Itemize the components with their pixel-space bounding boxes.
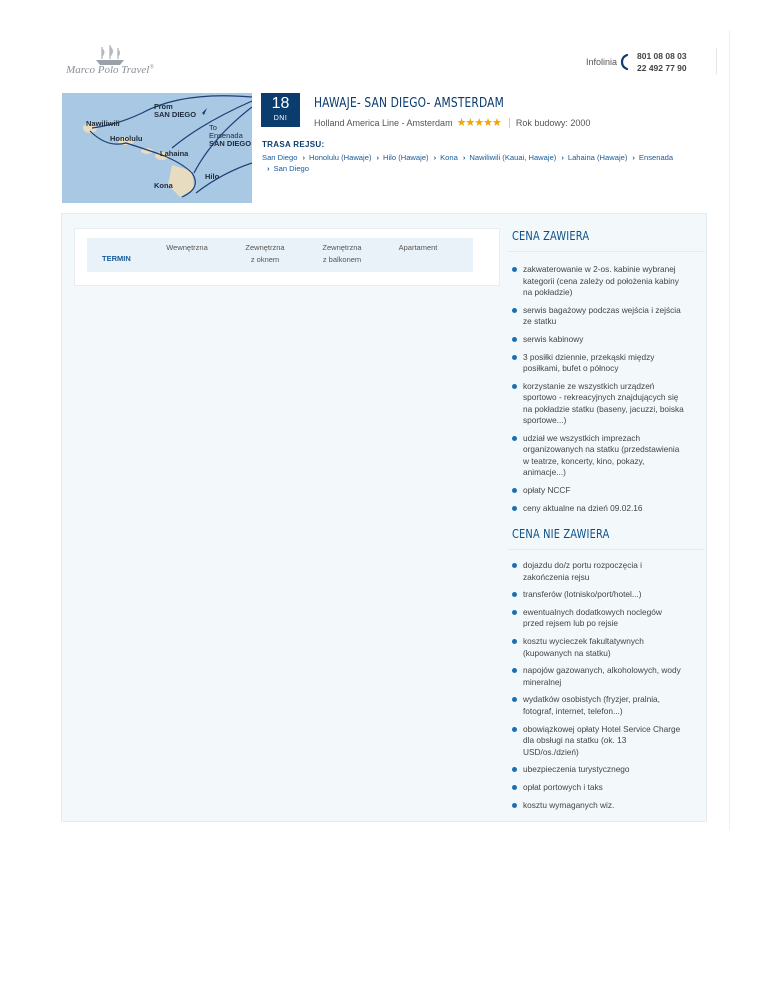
route-port: Nawiliwili (Kauai, Hawaje)	[469, 153, 557, 162]
map-label-honolulu: Honolulu	[110, 134, 143, 143]
star-rating-icon: ★★★★★	[456, 117, 501, 129]
days-count: 18	[271, 95, 290, 112]
chevron-right-icon: ›	[433, 153, 437, 162]
excludes-title: CENA NIE ZAWIERA	[512, 527, 610, 541]
list-item: transferów (lotnisko/port/hotel...)	[512, 589, 684, 601]
route-map[interactable]	[62, 93, 252, 203]
termin-header[interactable]: TERMIN	[102, 254, 131, 263]
list-item: ceny aktualne na dzień 09.02.16	[512, 503, 684, 515]
map-label-hilo: Hilo	[205, 172, 220, 181]
map-label-from: From SAN DIEGO	[154, 102, 197, 119]
bullet-icon	[512, 563, 517, 568]
infolinia-label: Infolinia	[586, 57, 618, 67]
page-edge-rule	[729, 30, 730, 830]
chevron-right-icon: ›	[561, 153, 564, 162]
subtitle-divider	[509, 118, 510, 128]
brand-name: Marco Polo Travel®	[66, 64, 154, 76]
header-divider	[716, 48, 717, 74]
days-badge	[261, 93, 300, 127]
route-port: San Diego	[262, 153, 298, 162]
cruise-line: Holland America Line - Amsterdam	[314, 117, 453, 128]
map-label-to: To Ensenada SAN DIEGO	[209, 123, 252, 148]
route-port: Kona	[440, 153, 458, 162]
chevron-right-icon: ›	[462, 153, 466, 162]
excludes-list	[512, 560, 684, 817]
list-item: obowiązkowej opłaty Hotel Service Charge dla obsługi na statku (ok. 13 USD/os./dzień)	[512, 724, 684, 759]
list-item: 3 posiłki dziennie, przekąski między posiłkami, bufet o północy	[512, 352, 684, 375]
list-item: kosztu wymaganych wiz.	[512, 800, 684, 812]
map-label-kona: Kona	[154, 181, 173, 190]
cabin-column-inside: Wewnętrzna	[166, 243, 208, 252]
bullet-icon	[512, 384, 517, 389]
bullet-icon	[512, 355, 517, 360]
list-item: kosztu wycieczek fakultatywnych (kupowanych na statku)	[512, 636, 684, 659]
list-item: dojazdu do/z portu rozpoczęcia i zakończenia rejsu	[512, 560, 684, 583]
bullet-icon	[512, 488, 517, 493]
chevron-right-icon: ›	[376, 153, 379, 162]
chevron-right-icon: ›	[632, 153, 635, 162]
bullet-icon	[512, 785, 517, 790]
bullet-icon	[512, 767, 517, 772]
bullet-icon	[512, 267, 517, 272]
phone-icon	[620, 54, 630, 70]
bullet-icon	[512, 592, 517, 597]
route-port: San Diego	[273, 164, 309, 173]
list-item: wydatków osobistych (fryzjer, pralnia, fotograf, internet, telefon...)	[512, 694, 684, 717]
ship-logo-icon	[90, 44, 130, 66]
phone-number-1[interactable]: 801 08 08 03	[637, 51, 687, 61]
days-label: DNI	[273, 115, 288, 122]
map-label-lahaina: Lahaina	[160, 149, 189, 158]
list-item: zakwaterowanie w 2-os. kabinie wybranej kategorii (cena zależy od położenia kabiny na pokładzie)	[512, 264, 684, 299]
bullet-icon	[512, 610, 517, 615]
cabin-column-suite: Apartament	[398, 243, 438, 252]
list-item: serwis bagażowy podczas wejścia i zejścia ze statku	[512, 305, 684, 328]
chevron-right-icon: ›	[302, 153, 305, 162]
list-item: korzystanie ze wszystkich urządzeń sportowo - rekreacyjnych znajdujących się na pokładzie statku (baseny, jacuzzi, boiska sportowe...)	[512, 381, 684, 427]
route-title: TRASA REJSU:	[262, 140, 325, 149]
bullet-icon	[512, 639, 517, 644]
bullet-icon	[512, 668, 517, 673]
bullet-icon	[512, 436, 517, 441]
excludes-rule	[508, 549, 705, 550]
route-port: Lahaina (Hawaje)	[567, 153, 628, 162]
phone-number-2[interactable]: 22 492 77 90	[637, 63, 687, 73]
price-table-header	[87, 238, 473, 272]
phone-numbers	[637, 50, 687, 74]
route-port: Ensenada	[638, 153, 674, 162]
bullet-icon	[512, 506, 517, 511]
bullet-icon	[512, 803, 517, 808]
cabin-column-balcony: Zewnętrzna z balkonem	[322, 243, 362, 264]
route-port: Honolulu (Hawaje)	[309, 153, 372, 162]
route-port: Hilo (Hawaje)	[383, 153, 429, 162]
list-item: opłat portowych i taks	[512, 782, 684, 794]
list-item: ubezpieczenia turystycznego	[512, 764, 684, 776]
list-item: serwis kabinowy	[512, 334, 684, 346]
list-item: opłaty NCCF	[512, 485, 684, 497]
bullet-icon	[512, 337, 517, 342]
bullet-icon	[512, 727, 517, 732]
route-list	[262, 152, 712, 174]
bullet-icon	[512, 308, 517, 313]
cabin-column-window: Zewnętrzna z oknem	[245, 243, 285, 264]
includes-rule	[508, 251, 705, 252]
includes-title: CENA ZAWIERA	[512, 229, 590, 243]
map-label-nawiliwili: Nawiliwili	[86, 119, 120, 128]
chevron-right-icon: ›	[267, 164, 270, 173]
build-year: Rok budowy: 2000	[515, 117, 591, 128]
list-item: udział we wszystkich imprezach organizowanych na statku (przedstawienia w teatrze, koncerty, kino, pokazy, animacje...)	[512, 433, 684, 479]
list-item: ewentualnych dodatkowych noclegów przed rejsem lub po rejsie	[512, 607, 684, 630]
includes-list	[512, 264, 684, 521]
list-item: napojów gazowanych, alkoholowych, wody mineralnej	[512, 665, 684, 688]
cruise-subtitle	[314, 116, 590, 129]
bullet-icon	[512, 697, 517, 702]
cruise-title: HAWAJE- SAN DIEGO- AMSTERDAM	[314, 96, 504, 111]
brand-logo[interactable]	[60, 44, 160, 80]
